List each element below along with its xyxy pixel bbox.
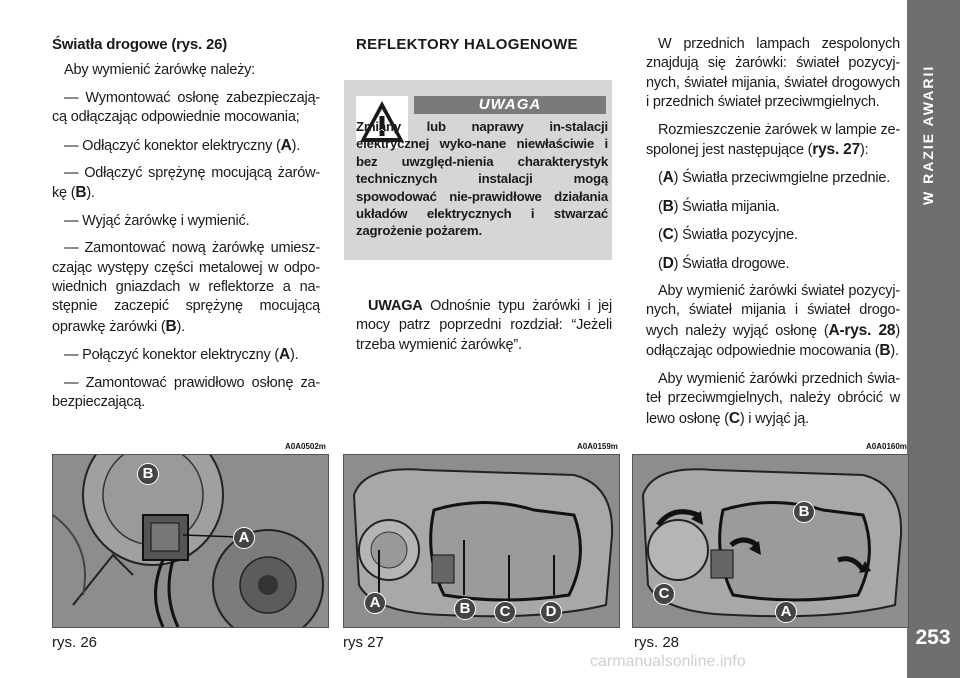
footer-watermark: carmanualsonline.info [590,653,746,670]
bulb-c: (C) Światła pozycyjne. [658,226,798,244]
heading-halogen: REFLEKTORY HALOGENOWE [356,36,578,53]
page-number: 253 [915,626,951,649]
figure-26 [52,454,329,628]
label-c: C [494,601,516,623]
intro-text: Aby wymienić żarówkę należy: [64,62,256,79]
column-1 [52,35,320,421]
figure-code-28: A0A0160m [866,442,907,451]
column-2 [356,35,612,61]
note-text: Odnośnie typu żarówki i jej mocy patrz poprzedni rozdział: “Jeżeli trzeba wymienić żarówkę”. [356,298,612,353]
figure-code-27: A0A0159m [577,442,618,451]
note-block [356,297,612,363]
step-2: — Odłączyć konektor elektryczny (A). [64,136,301,154]
caption-28: rys. 28 [634,634,680,651]
column-3 [646,35,900,437]
bulbs-intro: W przednich lampach zespolonych znajdują się żarówki: świateł pozycyj-nych, świateł mijania, świateł drogowych i przednich świateł przeciwmgielnych. [646,36,900,111]
note-label: UWAGA [368,298,423,314]
label-b: B [454,598,476,620]
figure-code-26: A0A0502m [285,442,326,451]
caption-27: rys 27 [343,634,384,651]
step-4: — Wyjąć żarówkę i wymienić. [64,212,250,229]
label-a: A [364,592,386,614]
bulb-a: (A) Światła przeciwmgielne przednie. [658,169,891,187]
label-a: A [775,601,797,623]
label-d: D [540,601,562,623]
step-3: — Odłączyć sprężynę mocującą żarów-kę (B). [52,165,320,202]
bulbs-layout: Rozmieszczenie żarówek w lampie ze-spolonej jest następujące (rys. 27): [646,121,900,159]
warning-title: UWAGA [414,96,606,114]
figure-27 [343,454,620,628]
step-6: — Połączyć konektor elektryczny (A). [64,346,299,364]
step-5: — Zamontować nową żarówkę umiesz-czając występy części metalowej w odpo-wiednich gniazdach w reflektorze a na-stępnie zaczepić sprężynę mocującą oprawkę żarówki (B). [52,240,320,335]
figure-26-illustration [53,455,328,627]
warning-text: Zmiany lub naprawy in-stalacji elektrycznej wyko-nane niewłaściwie i bez uwzględ-nienia charakterystyk technicznych instalacji mogą spowodować nie-prawidłowe działania układów elektrycznych i stwarzać zagrożenie pożarem. [356,119,608,239]
figure-28 [632,454,909,628]
caption-26: rys. 26 [52,634,98,651]
label-b: B [137,463,159,485]
figure-28-illustration [633,455,908,627]
step-1: — Wymontować osłonę zabezpieczają-cą odłączając odpowiednie mocowania; [52,89,320,126]
section-title: W RAZIE AWARII [920,64,936,206]
bulb-d: (D) Światła drogowe. [658,254,790,272]
step-7: — Zamontować prawidłowo osłonę za-bezpieczającą. [52,374,320,411]
bulb-b: (B) Światła mijania. [658,197,780,215]
label-b: B [793,501,815,523]
replace-text-1: Aby wymienić żarówki świateł pozycyj-nych, świateł mijania i świateł drogo-wych należy wyjąć osłonę (A-rys. 28) odłączając odpowiednie mocowania (B). [646,283,900,360]
label-a: A [233,527,255,549]
label-c: C [653,583,675,605]
heading-high-beam: Światła drogowe (rys. 26) [52,36,228,53]
replace-text-2: Aby wymienić żarówki przednich świa-teł przeciwmgielnych, należy obrócić w lewo osłonę (C) i wyjąć ją. [646,370,900,427]
